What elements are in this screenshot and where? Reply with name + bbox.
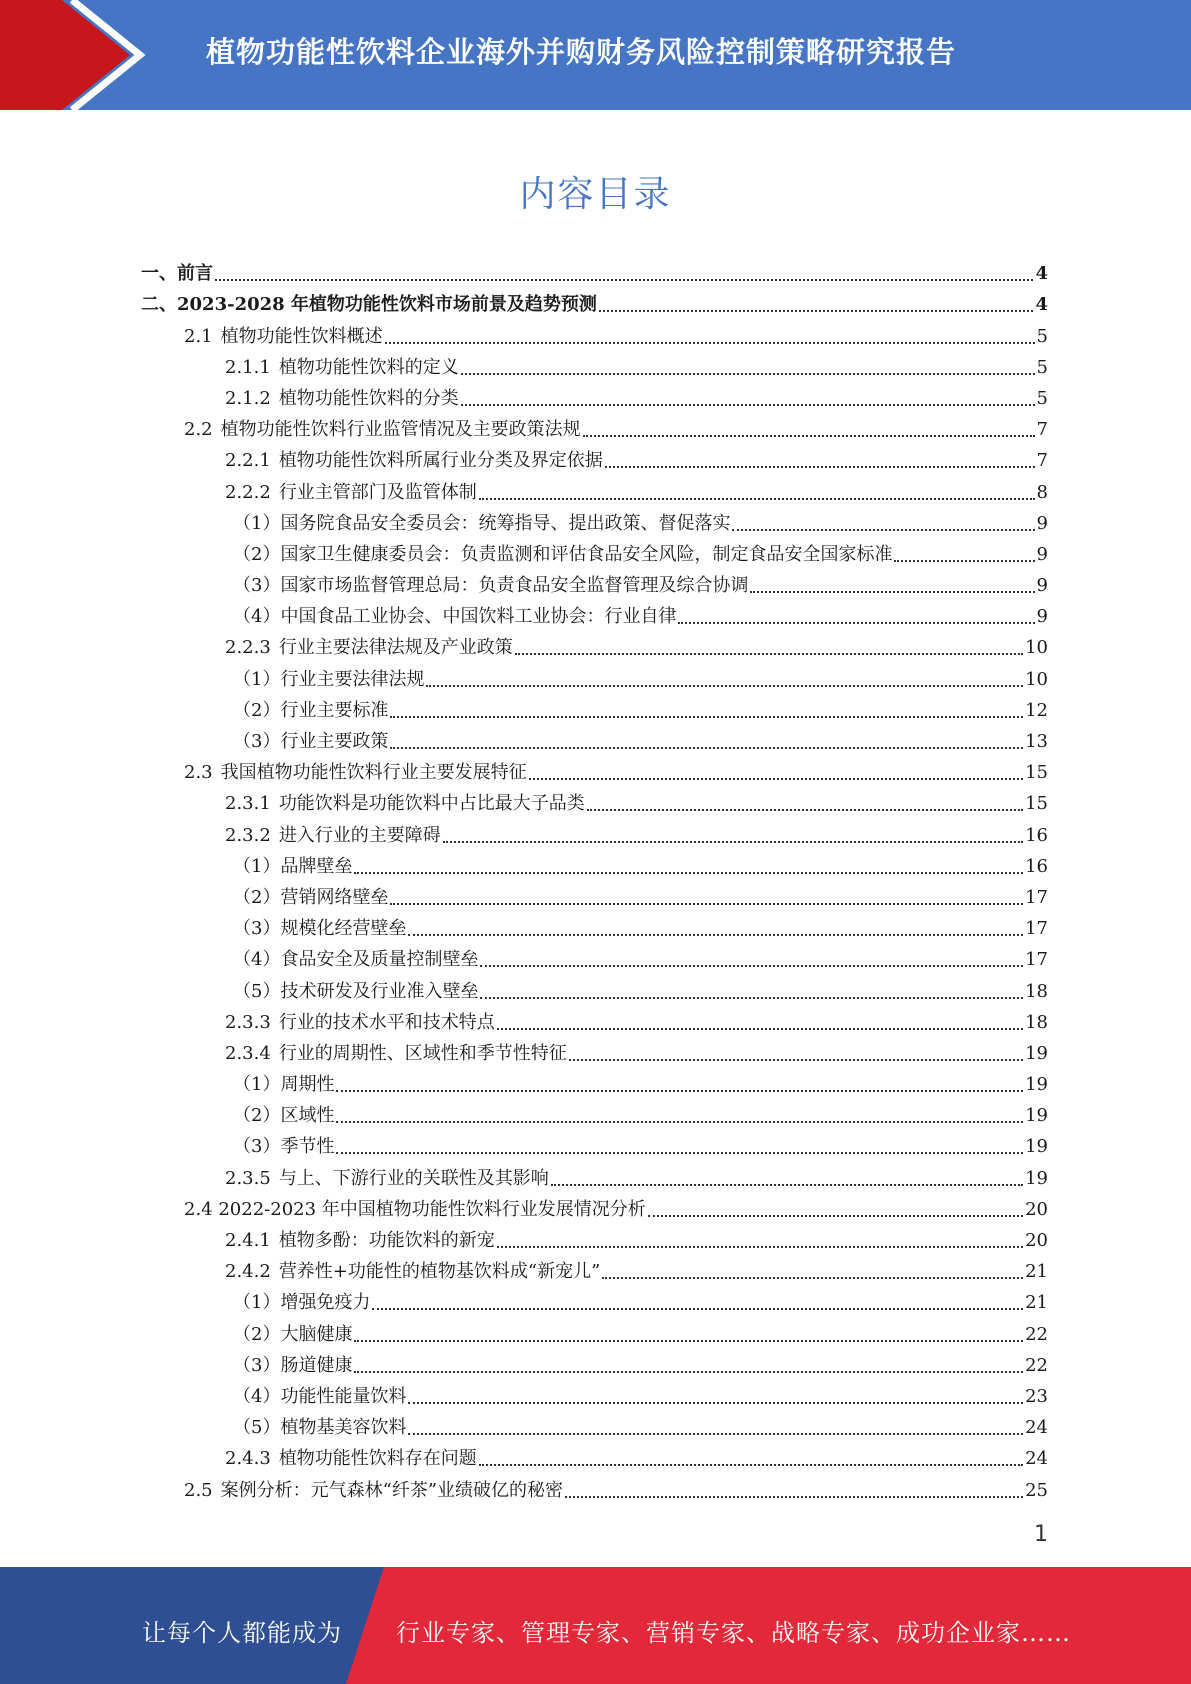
table-of-contents bbox=[0, 254, 1191, 1502]
toc-heading: 内容目录 bbox=[519, 174, 672, 215]
toc-dot-leader bbox=[894, 538, 1034, 562]
toc-dot-leader bbox=[443, 819, 1023, 843]
toc-dot-leader bbox=[569, 1037, 1023, 1061]
toc-entry[interactable] bbox=[0, 815, 1191, 846]
toc-entry-page: 24 bbox=[1025, 1448, 1048, 1470]
toc-entry[interactable] bbox=[0, 1190, 1191, 1221]
toc-entry-title: （2）大脑健康 bbox=[233, 1323, 353, 1345]
toc-entry[interactable] bbox=[0, 1221, 1191, 1252]
toc-entry[interactable] bbox=[0, 940, 1191, 971]
toc-entry[interactable] bbox=[0, 878, 1191, 909]
toc-dot-leader bbox=[408, 1380, 1023, 1404]
toc-entry-page: 25 bbox=[1025, 1479, 1048, 1501]
toc-entry-page: 21 bbox=[1025, 1261, 1048, 1283]
toc-dot-leader bbox=[354, 1349, 1023, 1373]
toc-entry-number: 2.2.1 bbox=[225, 450, 271, 472]
toc-entry-title: （2）营销网络壁垒 bbox=[233, 886, 389, 908]
toc-entry-page: 17 bbox=[1025, 918, 1048, 940]
toc-entry-title: （3）国家市场监督管理总局：负责食品安全监督管理及综合协调 bbox=[233, 575, 749, 597]
toc-entry-page: 21 bbox=[1025, 1292, 1048, 1314]
toc-entry-number: 2.1 bbox=[184, 325, 213, 347]
toc-dot-leader bbox=[215, 257, 1033, 281]
toc-entry-number: 2.3 bbox=[184, 762, 213, 784]
toc-entry[interactable] bbox=[0, 1439, 1191, 1470]
toc-dot-leader bbox=[515, 631, 1023, 655]
toc-entry-title: 二、2023-2028 年植物功能性饮料市场前景及趋势预测 bbox=[141, 294, 597, 316]
toc-entry[interactable] bbox=[0, 566, 1191, 597]
toc-entry-title: （4）功能性能量饮料 bbox=[233, 1385, 407, 1407]
toc-entry-page: 19 bbox=[1025, 1105, 1048, 1127]
toc-entry-title: （5）技术研发及行业准入壁垒 bbox=[233, 980, 479, 1002]
toc-entry-number: 2.4.3 bbox=[225, 1448, 271, 1470]
toc-dot-leader bbox=[354, 850, 1023, 874]
toc-entry-page: 9 bbox=[1036, 606, 1048, 628]
toc-entry-page: 12 bbox=[1025, 699, 1048, 721]
toc-entry-title: 植物功能性饮料存在问题 bbox=[278, 1448, 477, 1470]
toc-entry-title: （3）肠道健康 bbox=[233, 1354, 353, 1376]
toc-entry-page: 7 bbox=[1036, 419, 1048, 441]
toc-dot-leader bbox=[354, 1318, 1023, 1342]
toc-entry[interactable] bbox=[0, 410, 1191, 441]
toc-entry[interactable] bbox=[0, 909, 1191, 940]
toc-entry-title: 植物功能性饮料的定义 bbox=[278, 356, 459, 378]
toc-entry[interactable] bbox=[0, 659, 1191, 690]
toc-entry-title: 2.4 2022-2023 年中国植物功能性饮料行业发展情况分析 bbox=[184, 1198, 646, 1220]
toc-entry-title: 植物功能性饮料所属行业分类及界定依据 bbox=[278, 450, 603, 472]
toc-entry-page: 19 bbox=[1025, 1042, 1048, 1064]
toc-dot-leader bbox=[587, 787, 1023, 811]
toc-dot-leader bbox=[648, 1193, 1023, 1217]
toc-entry-title: （4）中国食品工业协会、中国饮料工业协会：行业自律 bbox=[233, 606, 677, 628]
toc-entry-title: 植物功能性饮料的分类 bbox=[278, 387, 459, 409]
toc-entry-title: 行业的技术水平和技术特点 bbox=[278, 1011, 495, 1033]
toc-entry-page: 5 bbox=[1036, 387, 1048, 409]
toc-entry-page: 19 bbox=[1025, 1167, 1048, 1189]
toc-entry[interactable] bbox=[0, 784, 1191, 815]
toc-entry-title: 案例分析：元气森林“纤茶”业绩破亿的秘密 bbox=[220, 1479, 564, 1501]
toc-entry-page: 22 bbox=[1025, 1354, 1048, 1376]
toc-dot-leader bbox=[390, 694, 1023, 718]
toc-entry[interactable] bbox=[0, 1127, 1191, 1158]
toc-entry-page: 17 bbox=[1025, 886, 1048, 908]
toc-entry[interactable] bbox=[0, 535, 1191, 566]
toc-entry[interactable] bbox=[0, 1096, 1191, 1127]
toc-entry[interactable] bbox=[0, 722, 1191, 753]
toc-dot-leader bbox=[551, 1162, 1023, 1186]
toc-entry-number: 2.4.2 bbox=[225, 1261, 271, 1283]
toc-entry[interactable] bbox=[0, 971, 1191, 1002]
toc-entry[interactable] bbox=[0, 379, 1191, 410]
toc-entry-number: 2.1.2 bbox=[225, 387, 271, 409]
toc-dot-leader bbox=[390, 725, 1023, 749]
footer-slogan-right: 行业专家、管理专家、营销专家、战略专家、成功企业家…… bbox=[396, 1619, 1071, 1647]
toc-entry[interactable] bbox=[0, 847, 1191, 878]
toc-entry-page: 5 bbox=[1036, 325, 1048, 347]
toc-entry-title: 与上、下游行业的关联性及其影响 bbox=[278, 1167, 549, 1189]
report-footer bbox=[0, 1567, 1191, 1684]
toc-entry-title: （1）品牌壁垒 bbox=[233, 855, 353, 877]
toc-entry-page: 13 bbox=[1025, 731, 1048, 752]
toc-dot-leader bbox=[602, 1255, 1023, 1279]
toc-dot-leader bbox=[426, 663, 1023, 687]
toc-entry-page: 9 bbox=[1036, 512, 1048, 534]
toc-entry[interactable] bbox=[0, 1377, 1191, 1408]
toc-entry[interactable] bbox=[0, 1314, 1191, 1345]
toc-dot-leader bbox=[678, 600, 1034, 624]
toc-entry-title: 行业主管部门及监管体制 bbox=[278, 481, 477, 503]
toc-entry-title: 一、前言 bbox=[141, 263, 213, 285]
toc-entry-title: 营养性+功能性的植物基饮料成“新宠儿” bbox=[278, 1261, 601, 1283]
toc-dot-leader bbox=[750, 569, 1034, 593]
toc-entry-title: 植物多酚：功能饮料的新宠 bbox=[278, 1230, 495, 1251]
toc-entry-title: （2）行业主要标准 bbox=[233, 699, 389, 721]
toc-entry-title: （3）规模化经营壁垒 bbox=[233, 918, 407, 940]
toc-entry-title: （4）食品安全及质量控制壁垒 bbox=[233, 949, 479, 971]
toc-entry-number: 2.4.1 bbox=[225, 1230, 271, 1251]
toc-dot-leader bbox=[385, 320, 1035, 344]
toc-entry-title: （2）区域性 bbox=[233, 1105, 335, 1127]
toc-entry-title: 进入行业的主要障碍 bbox=[278, 824, 441, 846]
toc-entry-page: 9 bbox=[1036, 575, 1048, 597]
toc-entry-number: 2.1.1 bbox=[225, 356, 271, 378]
toc-entry-title: 行业的周期性、区域性和季节性特征 bbox=[278, 1042, 567, 1064]
header-arrow-decoration bbox=[0, 0, 150, 110]
toc-entry-page: 4 bbox=[1035, 294, 1048, 316]
toc-dot-leader bbox=[390, 881, 1023, 905]
toc-dot-leader bbox=[408, 912, 1023, 936]
toc-entry[interactable] bbox=[0, 1065, 1191, 1096]
toc-dot-leader bbox=[336, 1068, 1023, 1092]
toc-entry[interactable] bbox=[0, 597, 1191, 628]
toc-entry[interactable] bbox=[0, 628, 1191, 659]
toc-entry-title: （1）国务院食品安全委员会：统筹指导、提出政策、督促落实 bbox=[233, 512, 731, 534]
toc-dot-leader bbox=[497, 1224, 1023, 1248]
toc-entry[interactable] bbox=[0, 691, 1191, 722]
toc-dot-leader bbox=[732, 507, 1034, 531]
toc-entry-number: 2.2.2 bbox=[225, 481, 271, 503]
toc-entry-page: 5 bbox=[1036, 356, 1048, 378]
toc-entry[interactable] bbox=[0, 1283, 1191, 1314]
toc-entry-page: 4 bbox=[1035, 263, 1048, 285]
toc-entry-number: 2.3.4 bbox=[225, 1042, 271, 1064]
footer-slogan-left: 让每个人都能成为 bbox=[142, 1619, 342, 1647]
toc-entry-page: 18 bbox=[1025, 980, 1048, 1002]
toc-dot-leader bbox=[479, 1442, 1023, 1466]
toc-entry-page: 7 bbox=[1036, 450, 1048, 472]
toc-dot-leader bbox=[529, 756, 1023, 780]
toc-entry-page: 10 bbox=[1025, 637, 1048, 659]
toc-entry-number: 2.3.5 bbox=[225, 1167, 271, 1189]
toc-entry-number: 2.3.3 bbox=[225, 1011, 271, 1033]
toc-entry[interactable] bbox=[0, 1034, 1191, 1065]
toc-entry-page: 19 bbox=[1025, 1136, 1048, 1158]
toc-entry-page: 10 bbox=[1025, 668, 1048, 690]
toc-entry[interactable] bbox=[0, 1346, 1191, 1377]
toc-dot-leader bbox=[461, 382, 1035, 406]
toc-entry-title: （1）增强免疫力 bbox=[233, 1292, 371, 1314]
toc-dot-leader bbox=[480, 943, 1023, 967]
toc-dot-leader bbox=[336, 1130, 1023, 1154]
toc-entry-title: 植物功能性饮料行业监管情况及主要政策法规 bbox=[220, 419, 581, 441]
report-title: 植物功能性饮料企业海外并购财务风险控制策略研究报告 bbox=[206, 35, 957, 69]
toc-entry[interactable] bbox=[0, 441, 1191, 472]
toc-dot-leader bbox=[583, 413, 1035, 437]
toc-entry-page: 17 bbox=[1025, 949, 1048, 971]
toc-dot-leader bbox=[408, 1411, 1023, 1435]
toc-entry-number: 2.2 bbox=[184, 419, 213, 441]
toc-entry-page: 20 bbox=[1025, 1230, 1048, 1251]
toc-entry-title: （2）国家卫生健康委员会：负责监测和评估食品安全风险，制定食品安全国家标准 bbox=[233, 543, 893, 565]
toc-entry-page: 18 bbox=[1025, 1011, 1048, 1033]
toc-entry[interactable] bbox=[0, 1252, 1191, 1283]
toc-entry-page: 23 bbox=[1025, 1385, 1048, 1407]
toc-entry[interactable] bbox=[0, 472, 1191, 503]
toc-entry-title: （5）植物基美容饮料 bbox=[233, 1417, 407, 1439]
toc-entry[interactable] bbox=[0, 254, 1191, 285]
toc-dot-leader bbox=[336, 1099, 1023, 1123]
toc-entry-page: 9 bbox=[1036, 543, 1048, 565]
toc-entry-page: 20 bbox=[1025, 1198, 1048, 1220]
toc-entry[interactable] bbox=[0, 285, 1191, 316]
toc-entry-page: 16 bbox=[1025, 855, 1048, 877]
toc-dot-leader bbox=[372, 1286, 1023, 1310]
toc-entry-page: 8 bbox=[1036, 481, 1048, 503]
toc-dot-leader bbox=[605, 444, 1035, 468]
toc-entry[interactable] bbox=[0, 753, 1191, 784]
toc-entry[interactable] bbox=[0, 504, 1191, 535]
toc-dot-leader bbox=[461, 351, 1035, 375]
page-number: 1 bbox=[1034, 1522, 1048, 1547]
toc-entry-page: 15 bbox=[1025, 793, 1048, 815]
toc-entry-number: 2.5 bbox=[184, 1479, 213, 1501]
toc-entry-number: 2.3.2 bbox=[225, 824, 271, 846]
report-header bbox=[0, 0, 1191, 110]
toc-entry-number: 2.2.3 bbox=[225, 637, 271, 659]
toc-entry[interactable] bbox=[0, 1470, 1191, 1501]
toc-entry[interactable] bbox=[0, 348, 1191, 379]
toc-dot-leader bbox=[565, 1474, 1023, 1498]
toc-dot-leader bbox=[497, 1006, 1023, 1030]
toc-dot-leader bbox=[599, 288, 1034, 312]
toc-entry-title: （3）季节性 bbox=[233, 1136, 335, 1158]
toc-entry[interactable] bbox=[0, 1003, 1191, 1034]
toc-entry-page: 19 bbox=[1025, 1074, 1048, 1096]
toc-entry-page: 22 bbox=[1025, 1323, 1048, 1345]
toc-entry-title: 我国植物功能性饮料行业主要发展特征 bbox=[220, 762, 527, 784]
toc-entry-page: 16 bbox=[1025, 824, 1048, 846]
toc-entry-number: 2.3.1 bbox=[225, 793, 271, 815]
toc-entry-title: （1）行业主要法律法规 bbox=[233, 668, 425, 690]
toc-entry-title: 行业主要法律法规及产业政策 bbox=[278, 637, 513, 659]
toc-entry-page: 15 bbox=[1025, 762, 1048, 784]
toc-dot-leader bbox=[479, 476, 1035, 500]
toc-entry[interactable] bbox=[0, 1408, 1191, 1439]
toc-entry-title: （3）行业主要政策 bbox=[233, 731, 389, 752]
toc-entry-page: 24 bbox=[1025, 1417, 1048, 1439]
toc-entry[interactable] bbox=[0, 316, 1191, 347]
toc-entry-title: 植物功能性饮料概述 bbox=[220, 325, 383, 347]
toc-dot-leader bbox=[480, 975, 1023, 999]
toc-entry[interactable] bbox=[0, 1158, 1191, 1189]
toc-entry-title: 功能饮料是功能饮料中占比最大子品类 bbox=[278, 793, 585, 815]
toc-entry-title: （1）周期性 bbox=[233, 1074, 335, 1096]
